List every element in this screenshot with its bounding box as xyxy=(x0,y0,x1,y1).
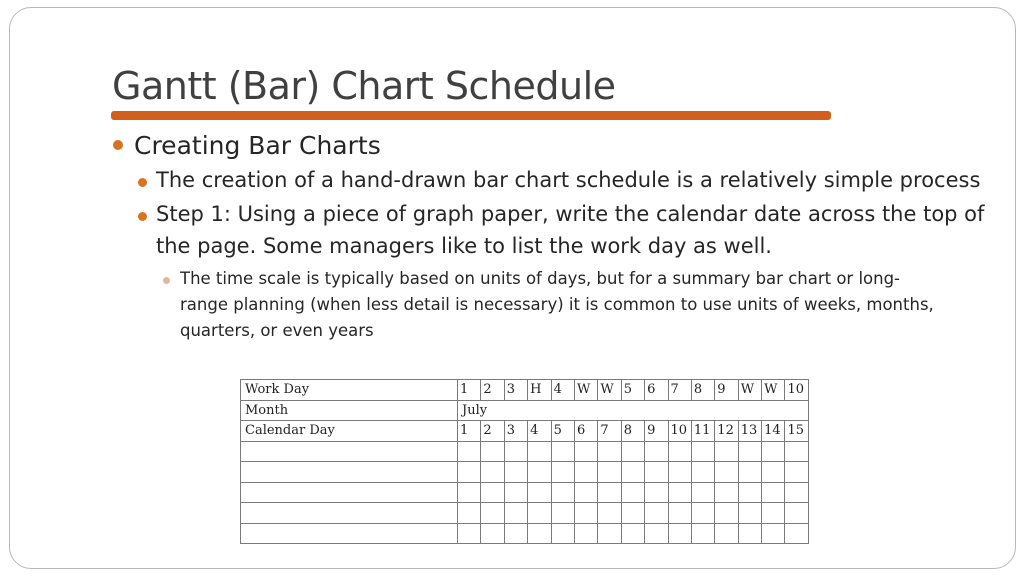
table-cell xyxy=(528,503,551,524)
table-cell: W xyxy=(598,380,621,401)
table-cell xyxy=(691,503,714,524)
table-cell xyxy=(668,482,691,503)
table-cell xyxy=(645,462,668,483)
table-cell xyxy=(715,441,738,462)
table-cell xyxy=(645,503,668,524)
table-cell xyxy=(551,462,574,483)
table-cell xyxy=(504,482,527,503)
table-cell xyxy=(785,441,808,462)
table-cell xyxy=(574,523,597,544)
table-cell xyxy=(504,523,527,544)
table-cell xyxy=(715,482,738,503)
table-cell xyxy=(598,462,621,483)
row-label xyxy=(241,441,458,462)
table-cell xyxy=(668,441,691,462)
table-cell xyxy=(738,523,761,544)
table-cell xyxy=(481,482,504,503)
row-label xyxy=(241,523,458,544)
table-cell: 3 xyxy=(504,421,527,442)
table-cell xyxy=(668,503,691,524)
table-cell: 11 xyxy=(691,421,714,442)
table-cell xyxy=(598,441,621,462)
table-cell xyxy=(738,482,761,503)
empty-table-row xyxy=(241,462,809,483)
table-cell xyxy=(621,441,644,462)
table-cell: H xyxy=(528,380,551,401)
empty-table-row xyxy=(241,523,809,544)
table-cell: 2 xyxy=(481,421,504,442)
table-cell xyxy=(785,462,808,483)
table-cell xyxy=(785,523,808,544)
bullet-level3-line3: quarters, or even years xyxy=(180,321,374,340)
table-cell xyxy=(762,482,785,503)
table-cell: 9 xyxy=(715,380,738,401)
table-cell xyxy=(691,441,714,462)
table-cell xyxy=(504,503,527,524)
table-cell xyxy=(458,503,481,524)
table-cell xyxy=(528,441,551,462)
table-cell: 10 xyxy=(668,421,691,442)
table-cell: 15 xyxy=(785,421,808,442)
table-cell xyxy=(574,503,597,524)
table-cell: 7 xyxy=(598,421,621,442)
table-cell xyxy=(691,462,714,483)
table-cell xyxy=(621,482,644,503)
table-cell xyxy=(762,523,785,544)
bullet-level3-line1: The time scale is typically based on units of days, but for a summary bar chart or long- xyxy=(180,269,901,288)
table-cell xyxy=(762,441,785,462)
table-cell: W xyxy=(574,380,597,401)
table-cell xyxy=(504,441,527,462)
table-cell: 8 xyxy=(621,421,644,442)
bullet-level2-b-line2: the page. Some managers like to list the work day as well. xyxy=(156,234,772,258)
table-cell xyxy=(551,503,574,524)
bullet-dot-level2 xyxy=(138,212,147,221)
table-cell xyxy=(762,503,785,524)
table-cell xyxy=(504,462,527,483)
table-row xyxy=(241,380,809,401)
table-cell xyxy=(715,503,738,524)
slide-title: Gantt (Bar) Chart Schedule xyxy=(112,64,616,108)
table-cell xyxy=(481,441,504,462)
table-cell xyxy=(458,462,481,483)
month-cell: July xyxy=(458,400,809,421)
table-cell: 6 xyxy=(645,380,668,401)
table-cell xyxy=(668,523,691,544)
table-cell xyxy=(621,462,644,483)
table-cell xyxy=(621,523,644,544)
table-cell xyxy=(691,523,714,544)
table-row xyxy=(241,400,809,421)
table-cell: 1 xyxy=(458,380,481,401)
table-cell xyxy=(551,482,574,503)
table-cell: 7 xyxy=(668,380,691,401)
table-cell: 8 xyxy=(691,380,714,401)
table-cell xyxy=(528,523,551,544)
table-cell: W xyxy=(738,380,761,401)
table-cell xyxy=(481,503,504,524)
table-cell: 1 xyxy=(458,421,481,442)
table-cell xyxy=(458,441,481,462)
table-cell xyxy=(458,482,481,503)
table-cell xyxy=(645,482,668,503)
empty-table-row xyxy=(241,441,809,462)
empty-table-row xyxy=(241,503,809,524)
table-cell xyxy=(528,482,551,503)
bullet-level3-line2: range planning (when less detail is necessary) it is common to use units of weeks, months, xyxy=(180,295,934,314)
row-label xyxy=(241,482,458,503)
table-cell xyxy=(528,462,551,483)
table-cell: 13 xyxy=(738,421,761,442)
title-underline xyxy=(111,111,831,120)
row-label: Month xyxy=(241,400,458,421)
table-cell xyxy=(785,503,808,524)
bullet-dot-level1 xyxy=(113,140,123,150)
row-label xyxy=(241,503,458,524)
table-cell: 4 xyxy=(551,380,574,401)
table-cell: 5 xyxy=(621,380,644,401)
table-cell: 5 xyxy=(551,421,574,442)
table-cell xyxy=(551,441,574,462)
table-cell xyxy=(738,462,761,483)
table-cell xyxy=(481,462,504,483)
table-cell xyxy=(762,462,785,483)
table-cell xyxy=(481,523,504,544)
bullet-level2-a: The creation of a hand-drawn bar chart schedule is a relatively simple process xyxy=(156,168,981,192)
table-cell xyxy=(598,503,621,524)
table-cell xyxy=(574,441,597,462)
table-cell xyxy=(645,523,668,544)
bullet-level2-b-line1: Step 1: Using a piece of graph paper, write the calendar date across the top of xyxy=(156,202,985,226)
table-cell xyxy=(738,441,761,462)
table-cell xyxy=(551,523,574,544)
table-cell: 12 xyxy=(715,421,738,442)
bullet-dot-level2 xyxy=(138,178,147,187)
table-cell xyxy=(645,441,668,462)
table-cell: 3 xyxy=(504,380,527,401)
bullet-level1: Creating Bar Charts xyxy=(134,131,381,160)
table-cell xyxy=(785,482,808,503)
row-label: Calendar Day xyxy=(241,421,458,442)
table-cell xyxy=(574,482,597,503)
table-cell xyxy=(715,523,738,544)
table-cell: 14 xyxy=(762,421,785,442)
table-cell xyxy=(715,462,738,483)
row-label: Work Day xyxy=(241,380,458,401)
table-cell: 9 xyxy=(645,421,668,442)
table-cell xyxy=(738,503,761,524)
row-label xyxy=(241,462,458,483)
table-cell xyxy=(668,462,691,483)
table-cell: 2 xyxy=(481,380,504,401)
table-cell: 6 xyxy=(574,421,597,442)
table-row xyxy=(241,421,809,442)
table-cell xyxy=(574,462,597,483)
empty-table-row xyxy=(241,482,809,503)
table-cell xyxy=(598,523,621,544)
bullet-dot-level3 xyxy=(163,277,170,284)
table-cell xyxy=(621,503,644,524)
table-cell xyxy=(458,523,481,544)
table-cell: 4 xyxy=(528,421,551,442)
table-cell: 10 xyxy=(785,380,808,401)
table-cell: W xyxy=(762,380,785,401)
table-cell xyxy=(598,482,621,503)
table-cell xyxy=(691,482,714,503)
gantt-schedule-table xyxy=(240,379,809,544)
